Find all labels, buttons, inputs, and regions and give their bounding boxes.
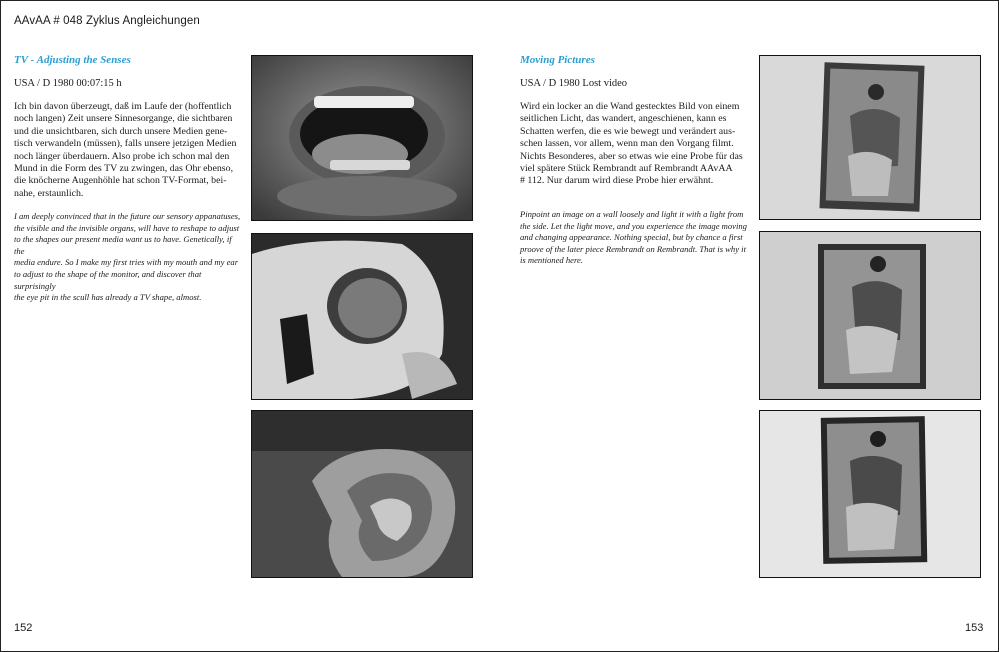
left-section-title: TV - Adjusting the Senses: [14, 54, 131, 66]
text-line: noch langen) Zeit unsere Sinnesorgange, die sichtbaren: [14, 113, 233, 125]
left-english-text: [14, 211, 242, 304]
ear-photo: [251, 410, 473, 578]
text-line: Wird ein locker an die Wand gestecktes Bild von einem: [520, 101, 740, 112]
right-section-title: Moving Pictures: [520, 54, 595, 66]
text-line: und die unsichtbaren, sich durch unsere Medien gene-: [14, 125, 228, 137]
text-line: # 112. Nur darum wird diese Probe hier erwähnt.: [520, 175, 714, 187]
text-line: viel spätere Stück Rembrandt auf Rembrandt AAvAA: [520, 163, 733, 175]
text-line: nahe, erstaunlich.: [14, 187, 84, 199]
text-line: schen lassen, vor allem, wenn man den Vorgang filmt.: [520, 138, 734, 150]
text-line: Nichts Besonderes, aber so etwas wie eine Probe für das: [520, 150, 743, 162]
text-line: I am deeply convinced that in the future our sensory appanatuses,: [14, 211, 241, 221]
right-german-text: [520, 101, 746, 188]
pinned-image-2: [760, 232, 980, 399]
text-line: Pinpoint an image on a wall loosely and light it with a light from: [520, 209, 744, 219]
skull-eye-socket-photo: [251, 233, 473, 400]
text-line: tisch verwandeln (müssen), falls unsere jetzigen Medien: [14, 138, 237, 150]
text-line: noch länger überdauern. Also probe ich schon mal den: [14, 150, 230, 162]
pinned-image-1: [760, 56, 980, 219]
mouth-photo: [251, 55, 473, 221]
text-line: die knöcherne Augenhöhle hat schon TV-Format, bei-: [14, 175, 227, 187]
text-line: the visible and the invisible organs, will have to reshape to adjust: [14, 222, 240, 233]
text-line: proove of the later piece Rembrandt on Rembrandt. That is why it: [520, 243, 746, 254]
left-page-number: 152: [14, 622, 33, 634]
text-line: to the shapes our present media want us to have. Genetically, if the: [14, 234, 232, 256]
right-english-text: [520, 209, 748, 267]
text-line: is mentioned here.: [520, 255, 583, 266]
text-line: to adjust to the shape of the monitor, and discover that surprisingly: [14, 268, 202, 291]
text-line: seitlichen Licht, das wandert, angeschienen, kann es: [520, 113, 727, 125]
text-line: the eye pit in the scull has already a TV shape, almost.: [14, 292, 202, 303]
mouth-image: [252, 56, 472, 220]
pinned-image-3: [760, 411, 980, 577]
left-german-text: [14, 101, 240, 200]
pinned-photo-2: [759, 231, 981, 400]
left-meta: USA / D 1980 00:07:15 h: [14, 78, 122, 89]
right-page-number: 153: [965, 622, 984, 634]
text-line: Schatten werfen, die es wie bewegt und verändert aus-: [520, 125, 736, 137]
text-line: Ich bin davon überzeugt, daß im Laufe der (hoffentlich: [14, 101, 232, 112]
pinned-photo-3: [759, 410, 981, 578]
right-meta: USA / D 1980 Lost video: [520, 78, 628, 89]
text-line: Mund in die Form des TV zu zwingen, das Ohr ebenso,: [14, 163, 234, 175]
running-header: AAvAA # 048 Zyklus Angleichungen: [14, 15, 200, 27]
pinned-photo-1: [759, 55, 981, 220]
skull-image: [252, 234, 472, 399]
ear-image: [252, 411, 472, 577]
text-line: the side. Let the light move, and you experience the image moving: [520, 220, 747, 231]
text-line: media endure. So I make my first tries with my mouth and my ear: [14, 257, 239, 268]
text-line: and changing appearance. Nothing special, but by chance a first: [520, 232, 743, 243]
